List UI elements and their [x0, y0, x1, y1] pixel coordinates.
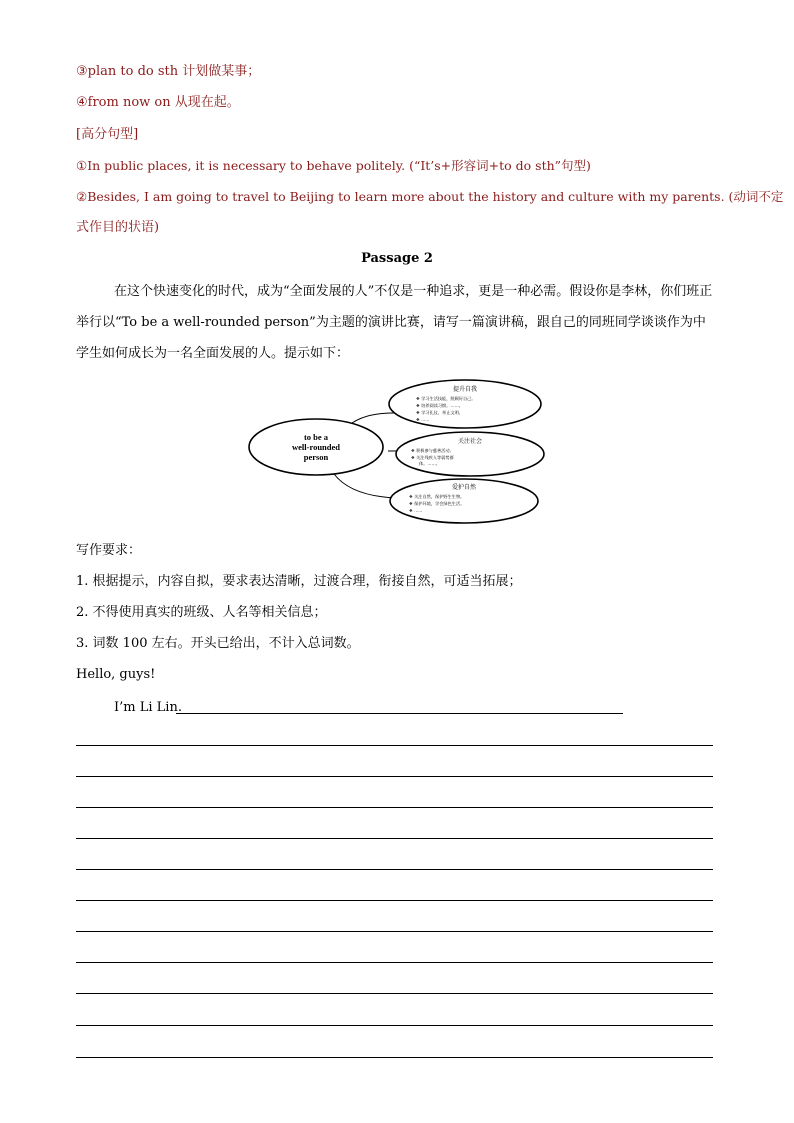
- intro-sentence: I’m Li Lin.: [114, 700, 182, 715]
- requirements-header: 写作要求：: [76, 543, 142, 558]
- node-improve-self-item: ❖ ……: [416, 417, 430, 422]
- sentence-2-line1: ②Besides, I am going to travel to Beijing to learn more about the history and culture with my parents. (动词不定: [76, 189, 784, 204]
- writing-line[interactable]: [76, 1057, 713, 1058]
- writing-line[interactable]: [76, 993, 713, 994]
- writing-line[interactable]: [76, 776, 713, 777]
- mind-map-diagram: [246, 378, 546, 526]
- vocab-item-3: ③plan to do sth 计划做某事；: [76, 64, 261, 79]
- node-improve-self-item: ❖ 培养阅读习惯。……。: [416, 403, 463, 408]
- requirement-2: 2. 不得使用真实的班级、人名等相关信息；: [76, 605, 327, 620]
- requirement-3: 3. 词数 100 左右。开头已给出，不计入总词数。: [76, 636, 360, 651]
- node-improve-self-item: ❖ 学习生活技能，照顾好自己。: [416, 396, 476, 401]
- node-care-society-item: ❖ 积极参与慈善活动。: [411, 448, 454, 453]
- requirement-1: 1. 根据提示，内容自拟，要求表达清晰，过渡合理，衔接自然，可适当拓展；: [76, 574, 522, 589]
- node-protect-nature-item: ❖ 关注自然，保护野生生物。: [409, 494, 465, 499]
- writing-line[interactable]: [76, 745, 713, 746]
- writing-line[interactable]: [76, 962, 713, 963]
- writing-line[interactable]: [76, 1025, 713, 1026]
- node-improve-self-item: ❖ 学习礼仪，举止文明。: [416, 410, 463, 415]
- sentence-2-line2: 式作目的状语): [76, 220, 160, 235]
- center-node-line1: to be a: [303, 432, 329, 442]
- writing-line[interactable]: [76, 869, 713, 870]
- writing-line[interactable]: [76, 838, 713, 839]
- writing-prompt: 在这个快速变化的时代，成为“全面发展的人”不仅是一种追求，更是一种必需。假设你是李林，你们班正举行以“To be a well-rounded person”为主题的演讲比赛，请写一篇演讲稿，跟自己的同班同学谈谈作为中学生如何成长为一名全面发展的人。提示如下：: [76, 284, 713, 361]
- node-protect-nature-item: ❖ 保护环境，学会绿色生活。: [409, 501, 465, 506]
- sentence-1: ①In public places, it is necessary to behave politely. (“It’s+形容词+to do sth”句型): [76, 158, 591, 173]
- passage-title: Passage 2: [361, 251, 433, 266]
- connector-bottom: [334, 474, 396, 498]
- writing-line[interactable]: [76, 900, 713, 901]
- vocab-item-4: ④from now on 从现在起。: [76, 95, 240, 110]
- intro-writing-line[interactable]: [176, 713, 623, 714]
- node-protect-nature-item: ❖ ……: [409, 508, 423, 513]
- writing-line[interactable]: [76, 807, 713, 808]
- node-care-society-item: 体。……。: [419, 461, 440, 466]
- center-node-line2: well-rounded: [291, 442, 341, 452]
- node-care-society-item: ❖ 关注残疾人等弱势群: [411, 455, 454, 460]
- center-node-line3: person: [303, 452, 329, 462]
- sentence-pattern-header: [高分句型]: [76, 127, 139, 142]
- greeting: Hello, guys!: [76, 667, 156, 682]
- node-protect-nature-title: 爱护自然: [451, 484, 477, 491]
- writing-line[interactable]: [76, 931, 713, 932]
- node-improve-self-title: 提升自我: [452, 386, 478, 393]
- node-care-society-title: 关注社会: [457, 438, 483, 445]
